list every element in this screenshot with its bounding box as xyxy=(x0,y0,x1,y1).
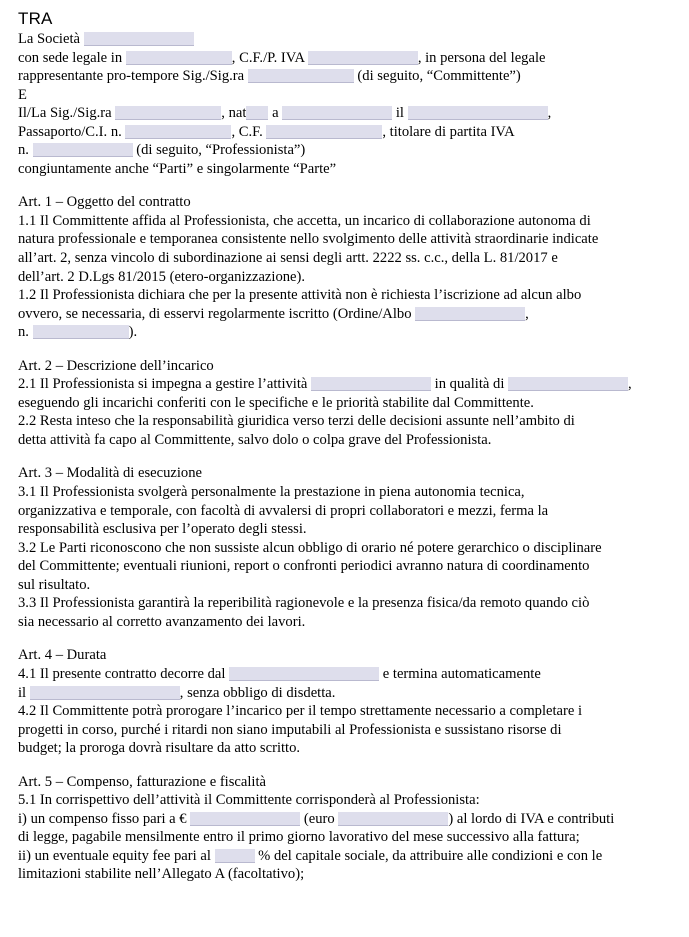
codice-fiscale-field[interactable] xyxy=(266,125,382,139)
article-5-line: limitazioni stabilite nell’Allegato A (facoltativo); xyxy=(18,866,305,883)
article-5 xyxy=(18,773,675,884)
article-5-text: ii) un eventuale equity fee pari al xyxy=(18,847,215,864)
cf-piva-societa-field[interactable] xyxy=(308,51,418,65)
preamble-line-societa xyxy=(18,30,675,49)
article-2-text: in qualità di xyxy=(431,376,509,393)
article-1-line-numero-albo xyxy=(18,323,675,342)
article-3 xyxy=(18,464,675,631)
qualita-field[interactable] xyxy=(508,377,628,391)
article-5-text: ) al lordo di IVA e contributi xyxy=(448,810,615,827)
article-2-line-attivita xyxy=(18,375,675,394)
article-5-text: % del capitale sociale, da attribuire alle condizioni e con le xyxy=(254,847,603,864)
article-4-heading: Art. 4 – Durata xyxy=(18,647,107,664)
preamble-text: , nat xyxy=(221,105,247,122)
article-3-heading: Art. 3 – Modalità di esecuzione xyxy=(18,465,202,482)
article-5-text: i) un compenso fisso pari a € xyxy=(18,810,191,827)
article-1-line: 1.1 Il Committente affida al Professionista, che accetta, un incarico di collaborazione autonoma di xyxy=(18,212,591,229)
article-2-text: 2.1 Il Professionista si impegna a gestire l’attività xyxy=(18,376,312,393)
article-4-line: budget; la proroga dovrà risultare da atto scritto. xyxy=(18,740,301,757)
article-4-text: , senza obbligo di disdetta. xyxy=(179,684,336,701)
article-1-line: natura professionale e temporanea consistente nello svolgimento delle attività straordinarie indicate xyxy=(18,231,599,248)
article-4-text: e termina automaticamente xyxy=(379,665,541,682)
article-1-line: 1.2 Il Professionista dichiara che per la presente attività non è richiesta l’iscrizione ad alcun albo xyxy=(18,287,582,304)
article-1-heading: Art. 1 – Oggetto del contratto xyxy=(18,194,191,211)
data-inizio-field[interactable] xyxy=(229,667,379,681)
article-3-line: organizzativa e temporale, con facoltà di avvalersi di propri collaboratori e mezzi, ferma la xyxy=(18,502,549,519)
preamble-text: n. xyxy=(18,142,33,159)
article-2-line: 2.2 Resta inteso che la responsabilità giuridica verso terzi delle decisioni assunte nell’ambito di xyxy=(18,413,575,430)
societa-field[interactable] xyxy=(84,32,194,46)
preamble-text: , in persona del legale xyxy=(417,49,546,66)
professionista-nome-field[interactable] xyxy=(115,106,221,120)
article-2-heading: Art. 2 – Descrizione dell’incarico xyxy=(18,357,214,374)
article-4-text: il xyxy=(18,684,30,701)
preamble-text: , C.F./P. IVA xyxy=(231,49,308,66)
preamble-line-parti: congiuntamente anche “Parti” e singolarmente “Parte” xyxy=(18,160,337,177)
nato-suffisso-field[interactable] xyxy=(246,106,268,120)
preamble-text: , xyxy=(547,105,552,122)
article-2-line: eseguendo gli incarichi conferiti con le specifiche e le priorità stabilite dal Committente. xyxy=(18,394,534,411)
passaporto-field[interactable] xyxy=(125,125,231,139)
preamble-text: rappresentante pro-tempore Sig./Sig.ra xyxy=(18,68,248,85)
article-3-line: responsabilità esclusiva per l’operato degli stessi. xyxy=(18,521,307,538)
article-4 xyxy=(18,646,675,757)
article-5-text: (euro xyxy=(300,810,339,827)
preamble-block xyxy=(18,30,675,178)
legale-rappresentante-field[interactable] xyxy=(248,69,354,83)
article-2-text: , xyxy=(628,376,632,393)
section-spacer xyxy=(18,178,675,193)
data-fine-field[interactable] xyxy=(30,686,180,700)
article-4-line-scadenza xyxy=(18,684,675,703)
preamble-line-rappresentante xyxy=(18,67,675,86)
preamble-text: , titolare di partita IVA xyxy=(382,123,515,140)
sede-legale-field[interactable] xyxy=(126,51,232,65)
article-1-line: all’art. 2, senza vincolo di subordinazione ai sensi degli artt. 2222 ss. c.c., della L. 81/2017 e xyxy=(18,250,558,267)
page-title: TRA xyxy=(18,9,53,28)
preamble-text: Il/La Sig./Sig.ra xyxy=(18,105,116,122)
data-nascita-field[interactable] xyxy=(408,106,548,120)
article-4-line-decorrenza xyxy=(18,665,675,684)
compenso-lettere-field[interactable] xyxy=(338,812,448,826)
article-1-text: ovvero, se necessaria, di esservi regolarmente iscritto (Ordine/Albo xyxy=(18,305,416,322)
attivita-field[interactable] xyxy=(311,377,431,391)
article-5-heading: Art. 5 – Compenso, fatturazione e fiscalità xyxy=(18,773,267,790)
preamble-text: Passaporto/C.I. n. xyxy=(18,123,126,140)
article-5-line: 5.1 In corrispettivo dell’attività il Committente corrisponderà al Professionista: xyxy=(18,792,480,809)
article-4-line: 4.2 Il Committente potrà prorogare l’incarico per il tempo strettamente necessario a completare i xyxy=(18,703,583,720)
article-3-line: 3.2 Le Parti riconoscono che non sussiste alcun obbligo di orario né potere gerarchico o disciplinare xyxy=(18,539,602,556)
preamble-text: con sede legale in xyxy=(18,49,126,66)
article-5-line-equity xyxy=(18,847,675,866)
article-4-line: progetti in corso, purché i ritardi non siano imputabili al Professionista e sussistano risorse di xyxy=(18,721,562,738)
preamble-text: (di seguito, “Committente”) xyxy=(353,68,521,85)
numero-albo-field[interactable] xyxy=(33,325,129,339)
ordine-albo-field[interactable] xyxy=(415,307,525,321)
article-2-line: detta attività fa capo al Committente, salvo dolo o colpa grave del Professionista. xyxy=(18,431,492,448)
preamble-text: La Società xyxy=(18,31,84,47)
article-1 xyxy=(18,193,675,341)
preamble-text: (di seguito, “Professionista”) xyxy=(132,142,306,159)
article-3-line: sul risultato. xyxy=(18,576,91,593)
article-1-line: dell’art. 2 D.Lgs 81/2015 (etero-organizzazione). xyxy=(18,268,306,285)
article-1-text: ). xyxy=(128,324,138,341)
article-3-line: sia necessario al corretto avanzamento dei lavori. xyxy=(18,613,306,630)
article-3-line: 3.3 Il Professionista garantirà la reperibilità ragionevole e la presenza fisica/da remoto quando ciò xyxy=(18,595,590,612)
equity-percentuale-field[interactable] xyxy=(215,849,255,863)
compenso-cifre-field[interactable] xyxy=(190,812,300,826)
section-spacer xyxy=(18,758,675,773)
luogo-nascita-field[interactable] xyxy=(282,106,392,120)
article-4-text: 4.1 Il presente contratto decorre dal xyxy=(18,665,230,682)
article-1-text: , xyxy=(525,305,529,322)
article-5-line-compenso xyxy=(18,810,675,829)
preamble-line-e: E xyxy=(18,86,27,103)
section-spacer xyxy=(18,342,675,357)
preamble-line-professionista xyxy=(18,104,675,123)
article-5-line: di legge, pagabile mensilmente entro il primo giorno lavorativo del mese successivo alla fattura; xyxy=(18,829,580,846)
preamble-line-piva xyxy=(18,141,675,160)
section-spacer xyxy=(18,449,675,464)
section-spacer xyxy=(18,631,675,646)
article-3-line: 3.1 Il Professionista svolgerà personalmente la prestazione in piena autonomia tecnica, xyxy=(18,484,525,501)
article-1-text: n. xyxy=(18,324,33,341)
preamble-line-sede xyxy=(18,49,675,68)
article-2 xyxy=(18,357,675,450)
preamble-text: a xyxy=(268,105,283,122)
partita-iva-field[interactable] xyxy=(33,143,133,157)
article-1-line-albo xyxy=(18,305,675,324)
preamble-text: il xyxy=(392,105,408,122)
preamble-text: , C.F. xyxy=(231,123,267,140)
article-3-line: del Committente; eventuali riunioni, report o confronti periodici avranno natura di coordinamento xyxy=(18,558,590,575)
preamble-line-documenti xyxy=(18,123,675,142)
